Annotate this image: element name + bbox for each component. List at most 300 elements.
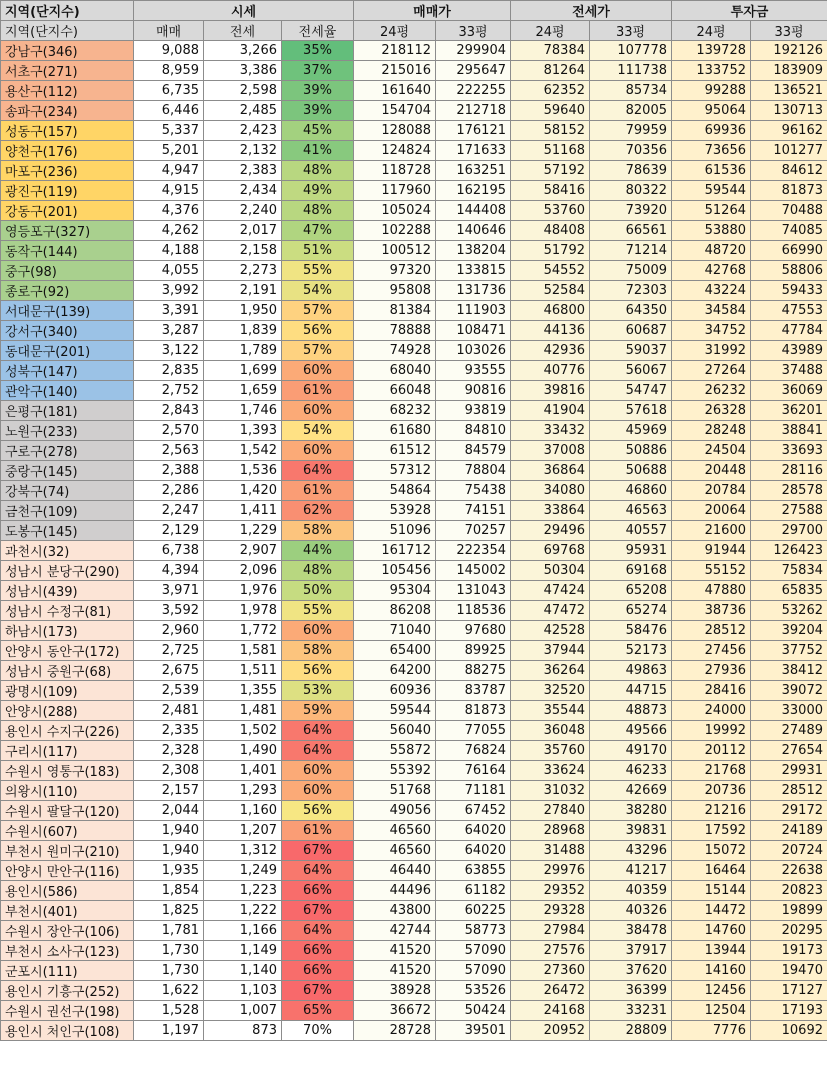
cell-inv-24: 20736: [672, 781, 751, 801]
cell-sale-24: 44496: [354, 881, 436, 901]
table-row: [1, 241, 827, 261]
cell-sale-24: 218112: [354, 41, 436, 61]
table-row: [1, 321, 827, 341]
cell-lease-33: 38478: [590, 921, 672, 941]
cell-sale-33: 138204: [436, 241, 511, 261]
cell-region: 영등포구(327): [1, 221, 134, 241]
cell-sale-33: 64020: [436, 821, 511, 841]
cell-lease-ratio: 64%: [282, 461, 354, 481]
cell-lease-24: 59640: [511, 101, 590, 121]
cell-market-sale: 3,992: [134, 281, 204, 301]
cell-inv-24: 51264: [672, 201, 751, 221]
table-row: [1, 541, 827, 561]
cell-lease-24: 51168: [511, 141, 590, 161]
cell-sale-33: 163251: [436, 161, 511, 181]
cell-inv-33: 27588: [751, 501, 827, 521]
table-row: [1, 861, 827, 881]
cell-lease-24: 37944: [511, 641, 590, 661]
cell-market-lease: 3,386: [204, 61, 282, 81]
table-row: [1, 801, 827, 821]
cell-inv-24: 12456: [672, 981, 751, 1001]
cell-sale-33: 131736: [436, 281, 511, 301]
cell-lease-33: 66561: [590, 221, 672, 241]
cell-lease-33: 37620: [590, 961, 672, 981]
cell-lease-24: 81264: [511, 61, 590, 81]
cell-sale-24: 41520: [354, 941, 436, 961]
cell-lease-33: 40557: [590, 521, 672, 541]
cell-region: 강동구(201): [1, 201, 134, 221]
cell-market-sale: 1,781: [134, 921, 204, 941]
table-row: [1, 901, 827, 921]
cell-sale-33: 70257: [436, 521, 511, 541]
cell-market-lease: 1,312: [204, 841, 282, 861]
cell-lease-ratio: 41%: [282, 141, 354, 161]
cell-sale-24: 65400: [354, 641, 436, 661]
cell-lease-ratio: 55%: [282, 601, 354, 621]
cell-lease-24: 44136: [511, 321, 590, 341]
cell-inv-33: 81873: [751, 181, 827, 201]
cell-lease-24: 33432: [511, 421, 590, 441]
table-row: [1, 261, 827, 281]
cell-market-lease: 2,158: [204, 241, 282, 261]
cell-market-sale: 4,376: [134, 201, 204, 221]
cell-inv-33: 17127: [751, 981, 827, 1001]
cell-region: 과천시(32): [1, 541, 134, 561]
cell-lease-ratio: 61%: [282, 381, 354, 401]
cell-market-lease: 1,659: [204, 381, 282, 401]
cell-inv-33: 192126: [751, 41, 827, 61]
cell-sale-24: 215016: [354, 61, 436, 81]
header-sale-24: 24평: [354, 21, 436, 41]
cell-lease-24: 50304: [511, 561, 590, 581]
table-row: [1, 421, 827, 441]
cell-market-sale: 2,044: [134, 801, 204, 821]
cell-inv-24: 15144: [672, 881, 751, 901]
cell-lease-ratio: 66%: [282, 941, 354, 961]
cell-market-sale: 3,122: [134, 341, 204, 361]
cell-sale-33: 57090: [436, 941, 511, 961]
cell-lease-ratio: 65%: [282, 1001, 354, 1021]
cell-inv-24: 14160: [672, 961, 751, 981]
cell-inv-24: 12504: [672, 1001, 751, 1021]
cell-market-lease: 1,207: [204, 821, 282, 841]
cell-lease-ratio: 57%: [282, 341, 354, 361]
cell-sale-24: 54864: [354, 481, 436, 501]
cell-region: 성남시 수정구(81): [1, 601, 134, 621]
cell-lease-ratio: 50%: [282, 581, 354, 601]
cell-lease-24: 24168: [511, 1001, 590, 1021]
table-row: [1, 621, 827, 641]
cell-market-sale: 1,825: [134, 901, 204, 921]
cell-inv-24: 14760: [672, 921, 751, 941]
cell-inv-24: 20064: [672, 501, 751, 521]
cell-region: 노원구(233): [1, 421, 134, 441]
cell-sale-24: 117960: [354, 181, 436, 201]
cell-lease-ratio: 67%: [282, 841, 354, 861]
cell-lease-ratio: 60%: [282, 361, 354, 381]
cell-market-sale: 6,735: [134, 81, 204, 101]
cell-lease-ratio: 54%: [282, 281, 354, 301]
cell-market-sale: 2,843: [134, 401, 204, 421]
cell-market-lease: 1,229: [204, 521, 282, 541]
cell-sale-33: 84810: [436, 421, 511, 441]
cell-sale-33: 76164: [436, 761, 511, 781]
cell-sale-24: 55872: [354, 741, 436, 761]
cell-region: 구로구(278): [1, 441, 134, 461]
cell-region: 은평구(181): [1, 401, 134, 421]
header-row-top: [1, 1, 827, 21]
cell-lease-ratio: 60%: [282, 441, 354, 461]
cell-inv-24: 27264: [672, 361, 751, 381]
cell-inv-33: 39204: [751, 621, 827, 641]
cell-market-lease: 2,598: [204, 81, 282, 101]
cell-market-lease: 1,401: [204, 761, 282, 781]
cell-market-sale: 8,959: [134, 61, 204, 81]
cell-lease-24: 26472: [511, 981, 590, 1001]
cell-inv-24: 28248: [672, 421, 751, 441]
cell-sale-33: 58773: [436, 921, 511, 941]
cell-inv-24: 53880: [672, 221, 751, 241]
cell-region: 금천구(109): [1, 501, 134, 521]
cell-lease-ratio: 60%: [282, 621, 354, 641]
cell-lease-ratio: 49%: [282, 181, 354, 201]
cell-lease-24: 29328: [511, 901, 590, 921]
cell-market-sale: 5,201: [134, 141, 204, 161]
table-row: [1, 701, 827, 721]
cell-inv-24: 28512: [672, 621, 751, 641]
header-inv-24: 24평: [672, 21, 751, 41]
cell-region: 안양시(288): [1, 701, 134, 721]
cell-sale-24: 61512: [354, 441, 436, 461]
cell-market-sale: 4,394: [134, 561, 204, 581]
table-row: [1, 981, 827, 1001]
cell-inv-24: 43224: [672, 281, 751, 301]
cell-sale-33: 63855: [436, 861, 511, 881]
cell-sale-33: 88275: [436, 661, 511, 681]
cell-inv-33: 66990: [751, 241, 827, 261]
cell-inv-33: 36069: [751, 381, 827, 401]
cell-lease-ratio: 53%: [282, 681, 354, 701]
cell-market-lease: 1,978: [204, 601, 282, 621]
cell-lease-33: 95931: [590, 541, 672, 561]
table-row: [1, 781, 827, 801]
cell-lease-ratio: 47%: [282, 221, 354, 241]
cell-region: 부천시 소사구(123): [1, 941, 134, 961]
cell-inv-24: 20784: [672, 481, 751, 501]
cell-inv-24: 34584: [672, 301, 751, 321]
cell-sale-33: 50424: [436, 1001, 511, 1021]
cell-lease-ratio: 45%: [282, 121, 354, 141]
cell-market-sale: 1,197: [134, 1021, 204, 1041]
cell-inv-33: 27489: [751, 721, 827, 741]
cell-sale-24: 118728: [354, 161, 436, 181]
cell-market-sale: 1,730: [134, 941, 204, 961]
cell-market-lease: 1,140: [204, 961, 282, 981]
cell-sale-33: 108471: [436, 321, 511, 341]
cell-lease-33: 59037: [590, 341, 672, 361]
cell-market-sale: 2,286: [134, 481, 204, 501]
cell-sale-33: 176121: [436, 121, 511, 141]
cell-market-sale: 2,835: [134, 361, 204, 381]
cell-inv-24: 73656: [672, 141, 751, 161]
table-row: [1, 81, 827, 101]
cell-lease-24: 36864: [511, 461, 590, 481]
cell-sale-24: 43800: [354, 901, 436, 921]
cell-market-sale: 2,563: [134, 441, 204, 461]
cell-inv-33: 20724: [751, 841, 827, 861]
cell-region: 강서구(340): [1, 321, 134, 341]
cell-inv-33: 10692: [751, 1021, 827, 1041]
table-row: [1, 301, 827, 321]
cell-inv-24: 59544: [672, 181, 751, 201]
cell-sale-24: 128088: [354, 121, 436, 141]
header-lease-price: 전세가: [511, 1, 672, 21]
cell-market-sale: 6,446: [134, 101, 204, 121]
cell-lease-33: 44715: [590, 681, 672, 701]
cell-market-lease: 1,411: [204, 501, 282, 521]
cell-market-lease: 1,699: [204, 361, 282, 381]
cell-market-lease: 1,160: [204, 801, 282, 821]
cell-region: 성북구(147): [1, 361, 134, 381]
cell-market-lease: 1,502: [204, 721, 282, 741]
cell-inv-33: 39072: [751, 681, 827, 701]
cell-region: 동대문구(201): [1, 341, 134, 361]
cell-inv-24: 16464: [672, 861, 751, 881]
cell-sale-33: 90816: [436, 381, 511, 401]
cell-sale-24: 86208: [354, 601, 436, 621]
cell-market-lease: 2,273: [204, 261, 282, 281]
cell-market-sale: 2,247: [134, 501, 204, 521]
cell-sale-24: 55392: [354, 761, 436, 781]
cell-sale-33: 67452: [436, 801, 511, 821]
cell-lease-ratio: 61%: [282, 481, 354, 501]
cell-sale-33: 103026: [436, 341, 511, 361]
table-row: [1, 161, 827, 181]
cell-inv-33: 24189: [751, 821, 827, 841]
cell-region: 성남시 중원구(68): [1, 661, 134, 681]
cell-sale-33: 97680: [436, 621, 511, 641]
cell-sale-24: 36672: [354, 1001, 436, 1021]
cell-lease-24: 27360: [511, 961, 590, 981]
cell-sale-33: 133815: [436, 261, 511, 281]
cell-lease-33: 65208: [590, 581, 672, 601]
cell-inv-24: 38736: [672, 601, 751, 621]
header-sub-region: 지역(단지수): [1, 21, 134, 41]
cell-sale-33: 162195: [436, 181, 511, 201]
cell-lease-33: 107778: [590, 41, 672, 61]
cell-market-lease: 1,149: [204, 941, 282, 961]
cell-inv-33: 37752: [751, 641, 827, 661]
cell-market-sale: 2,570: [134, 421, 204, 441]
cell-lease-33: 73920: [590, 201, 672, 221]
cell-lease-33: 72303: [590, 281, 672, 301]
cell-lease-33: 60687: [590, 321, 672, 341]
cell-market-lease: 2,434: [204, 181, 282, 201]
cell-lease-24: 46800: [511, 301, 590, 321]
cell-market-sale: 2,481: [134, 701, 204, 721]
cell-lease-ratio: 58%: [282, 521, 354, 541]
cell-market-sale: 1,528: [134, 1001, 204, 1021]
cell-lease-ratio: 70%: [282, 1021, 354, 1041]
cell-sale-33: 222354: [436, 541, 511, 561]
cell-lease-24: 69768: [511, 541, 590, 561]
table-row: [1, 1001, 827, 1021]
cell-market-sale: 3,287: [134, 321, 204, 341]
table-row: [1, 281, 827, 301]
cell-market-lease: 2,240: [204, 201, 282, 221]
cell-region: 동작구(144): [1, 241, 134, 261]
cell-inv-24: 42768: [672, 261, 751, 281]
table-row: [1, 721, 827, 741]
cell-lease-24: 47424: [511, 581, 590, 601]
cell-inv-24: 31992: [672, 341, 751, 361]
cell-market-sale: 2,539: [134, 681, 204, 701]
cell-inv-33: 20823: [751, 881, 827, 901]
table-row: [1, 341, 827, 361]
cell-market-lease: 2,485: [204, 101, 282, 121]
cell-lease-24: 42936: [511, 341, 590, 361]
cell-inv-33: 58806: [751, 261, 827, 281]
cell-lease-33: 82005: [590, 101, 672, 121]
cell-region: 의왕시(110): [1, 781, 134, 801]
cell-lease-ratio: 48%: [282, 561, 354, 581]
cell-inv-33: 29172: [751, 801, 827, 821]
cell-inv-33: 19470: [751, 961, 827, 981]
cell-inv-33: 27654: [751, 741, 827, 761]
table-row: [1, 881, 827, 901]
cell-market-lease: 1,950: [204, 301, 282, 321]
cell-sale-33: 57090: [436, 961, 511, 981]
table-row: [1, 601, 827, 621]
cell-sale-24: 95808: [354, 281, 436, 301]
table-row: [1, 821, 827, 841]
cell-inv-33: 38412: [751, 661, 827, 681]
table-row: [1, 561, 827, 581]
cell-market-sale: 2,129: [134, 521, 204, 541]
table-row: [1, 381, 827, 401]
cell-market-sale: 2,328: [134, 741, 204, 761]
cell-sale-24: 100512: [354, 241, 436, 261]
cell-inv-33: 28512: [751, 781, 827, 801]
cell-market-lease: 2,383: [204, 161, 282, 181]
cell-lease-33: 111738: [590, 61, 672, 81]
cell-region: 서대문구(139): [1, 301, 134, 321]
cell-lease-33: 46860: [590, 481, 672, 501]
table-row: [1, 121, 827, 141]
table-row: [1, 961, 827, 981]
cell-market-sale: 5,337: [134, 121, 204, 141]
cell-lease-24: 33864: [511, 501, 590, 521]
header-sub-ratio: 전세율: [282, 21, 354, 41]
cell-sale-33: 84579: [436, 441, 511, 461]
cell-sale-24: 28728: [354, 1021, 436, 1041]
cell-market-sale: 2,157: [134, 781, 204, 801]
cell-lease-33: 58476: [590, 621, 672, 641]
cell-region: 구리시(117): [1, 741, 134, 761]
cell-market-lease: 1,223: [204, 881, 282, 901]
cell-inv-24: 26328: [672, 401, 751, 421]
cell-sale-33: 64020: [436, 841, 511, 861]
cell-lease-24: 28968: [511, 821, 590, 841]
cell-market-sale: 1,935: [134, 861, 204, 881]
cell-inv-33: 130713: [751, 101, 827, 121]
cell-region: 마포구(236): [1, 161, 134, 181]
table-row: [1, 481, 827, 501]
cell-inv-33: 33000: [751, 701, 827, 721]
cell-region: 용산구(112): [1, 81, 134, 101]
cell-inv-24: 95064: [672, 101, 751, 121]
cell-lease-33: 71214: [590, 241, 672, 261]
cell-lease-24: 27576: [511, 941, 590, 961]
cell-inv-33: 84612: [751, 161, 827, 181]
cell-lease-ratio: 60%: [282, 401, 354, 421]
table-row: [1, 501, 827, 521]
cell-inv-33: 29700: [751, 521, 827, 541]
cell-market-lease: 1,249: [204, 861, 282, 881]
cell-sale-33: 171633: [436, 141, 511, 161]
cell-sale-33: 71181: [436, 781, 511, 801]
cell-market-sale: 3,391: [134, 301, 204, 321]
cell-market-lease: 1,481: [204, 701, 282, 721]
cell-lease-33: 46563: [590, 501, 672, 521]
cell-market-lease: 1,746: [204, 401, 282, 421]
cell-region: 용인시 수지구(226): [1, 721, 134, 741]
table-row: [1, 841, 827, 861]
cell-region: 성동구(157): [1, 121, 134, 141]
cell-lease-33: 36399: [590, 981, 672, 1001]
header-sub-sale: 매매: [134, 21, 204, 41]
cell-market-sale: 2,752: [134, 381, 204, 401]
cell-region: 부천시 원미구(210): [1, 841, 134, 861]
cell-sale-33: 299904: [436, 41, 511, 61]
cell-lease-24: 41904: [511, 401, 590, 421]
cell-lease-24: 42528: [511, 621, 590, 641]
cell-lease-ratio: 57%: [282, 301, 354, 321]
cell-sale-24: 68040: [354, 361, 436, 381]
cell-lease-24: 78384: [511, 41, 590, 61]
cell-lease-33: 49566: [590, 721, 672, 741]
header-row-sub: [1, 21, 827, 41]
cell-market-sale: 9,088: [134, 41, 204, 61]
cell-sale-33: 93555: [436, 361, 511, 381]
cell-lease-33: 39831: [590, 821, 672, 841]
cell-inv-33: 29931: [751, 761, 827, 781]
table-row: [1, 661, 827, 681]
cell-lease-33: 70356: [590, 141, 672, 161]
cell-lease-ratio: 67%: [282, 901, 354, 921]
cell-inv-24: 21216: [672, 801, 751, 821]
cell-region: 수원시 팔달구(120): [1, 801, 134, 821]
cell-sale-24: 78888: [354, 321, 436, 341]
cell-market-sale: 4,947: [134, 161, 204, 181]
header-investment: 투자금: [672, 1, 827, 21]
cell-inv-24: 99288: [672, 81, 751, 101]
cell-lease-ratio: 64%: [282, 861, 354, 881]
table-row: [1, 441, 827, 461]
cell-sale-33: 53526: [436, 981, 511, 1001]
cell-lease-33: 75009: [590, 261, 672, 281]
cell-region: 성남시 분당구(290): [1, 561, 134, 581]
cell-lease-24: 32520: [511, 681, 590, 701]
cell-inv-33: 37488: [751, 361, 827, 381]
cell-lease-33: 85734: [590, 81, 672, 101]
cell-sale-24: 95304: [354, 581, 436, 601]
cell-inv-24: 69936: [672, 121, 751, 141]
cell-inv-24: 55152: [672, 561, 751, 581]
cell-lease-ratio: 64%: [282, 921, 354, 941]
cell-region: 수원시(607): [1, 821, 134, 841]
table-row: [1, 641, 827, 661]
